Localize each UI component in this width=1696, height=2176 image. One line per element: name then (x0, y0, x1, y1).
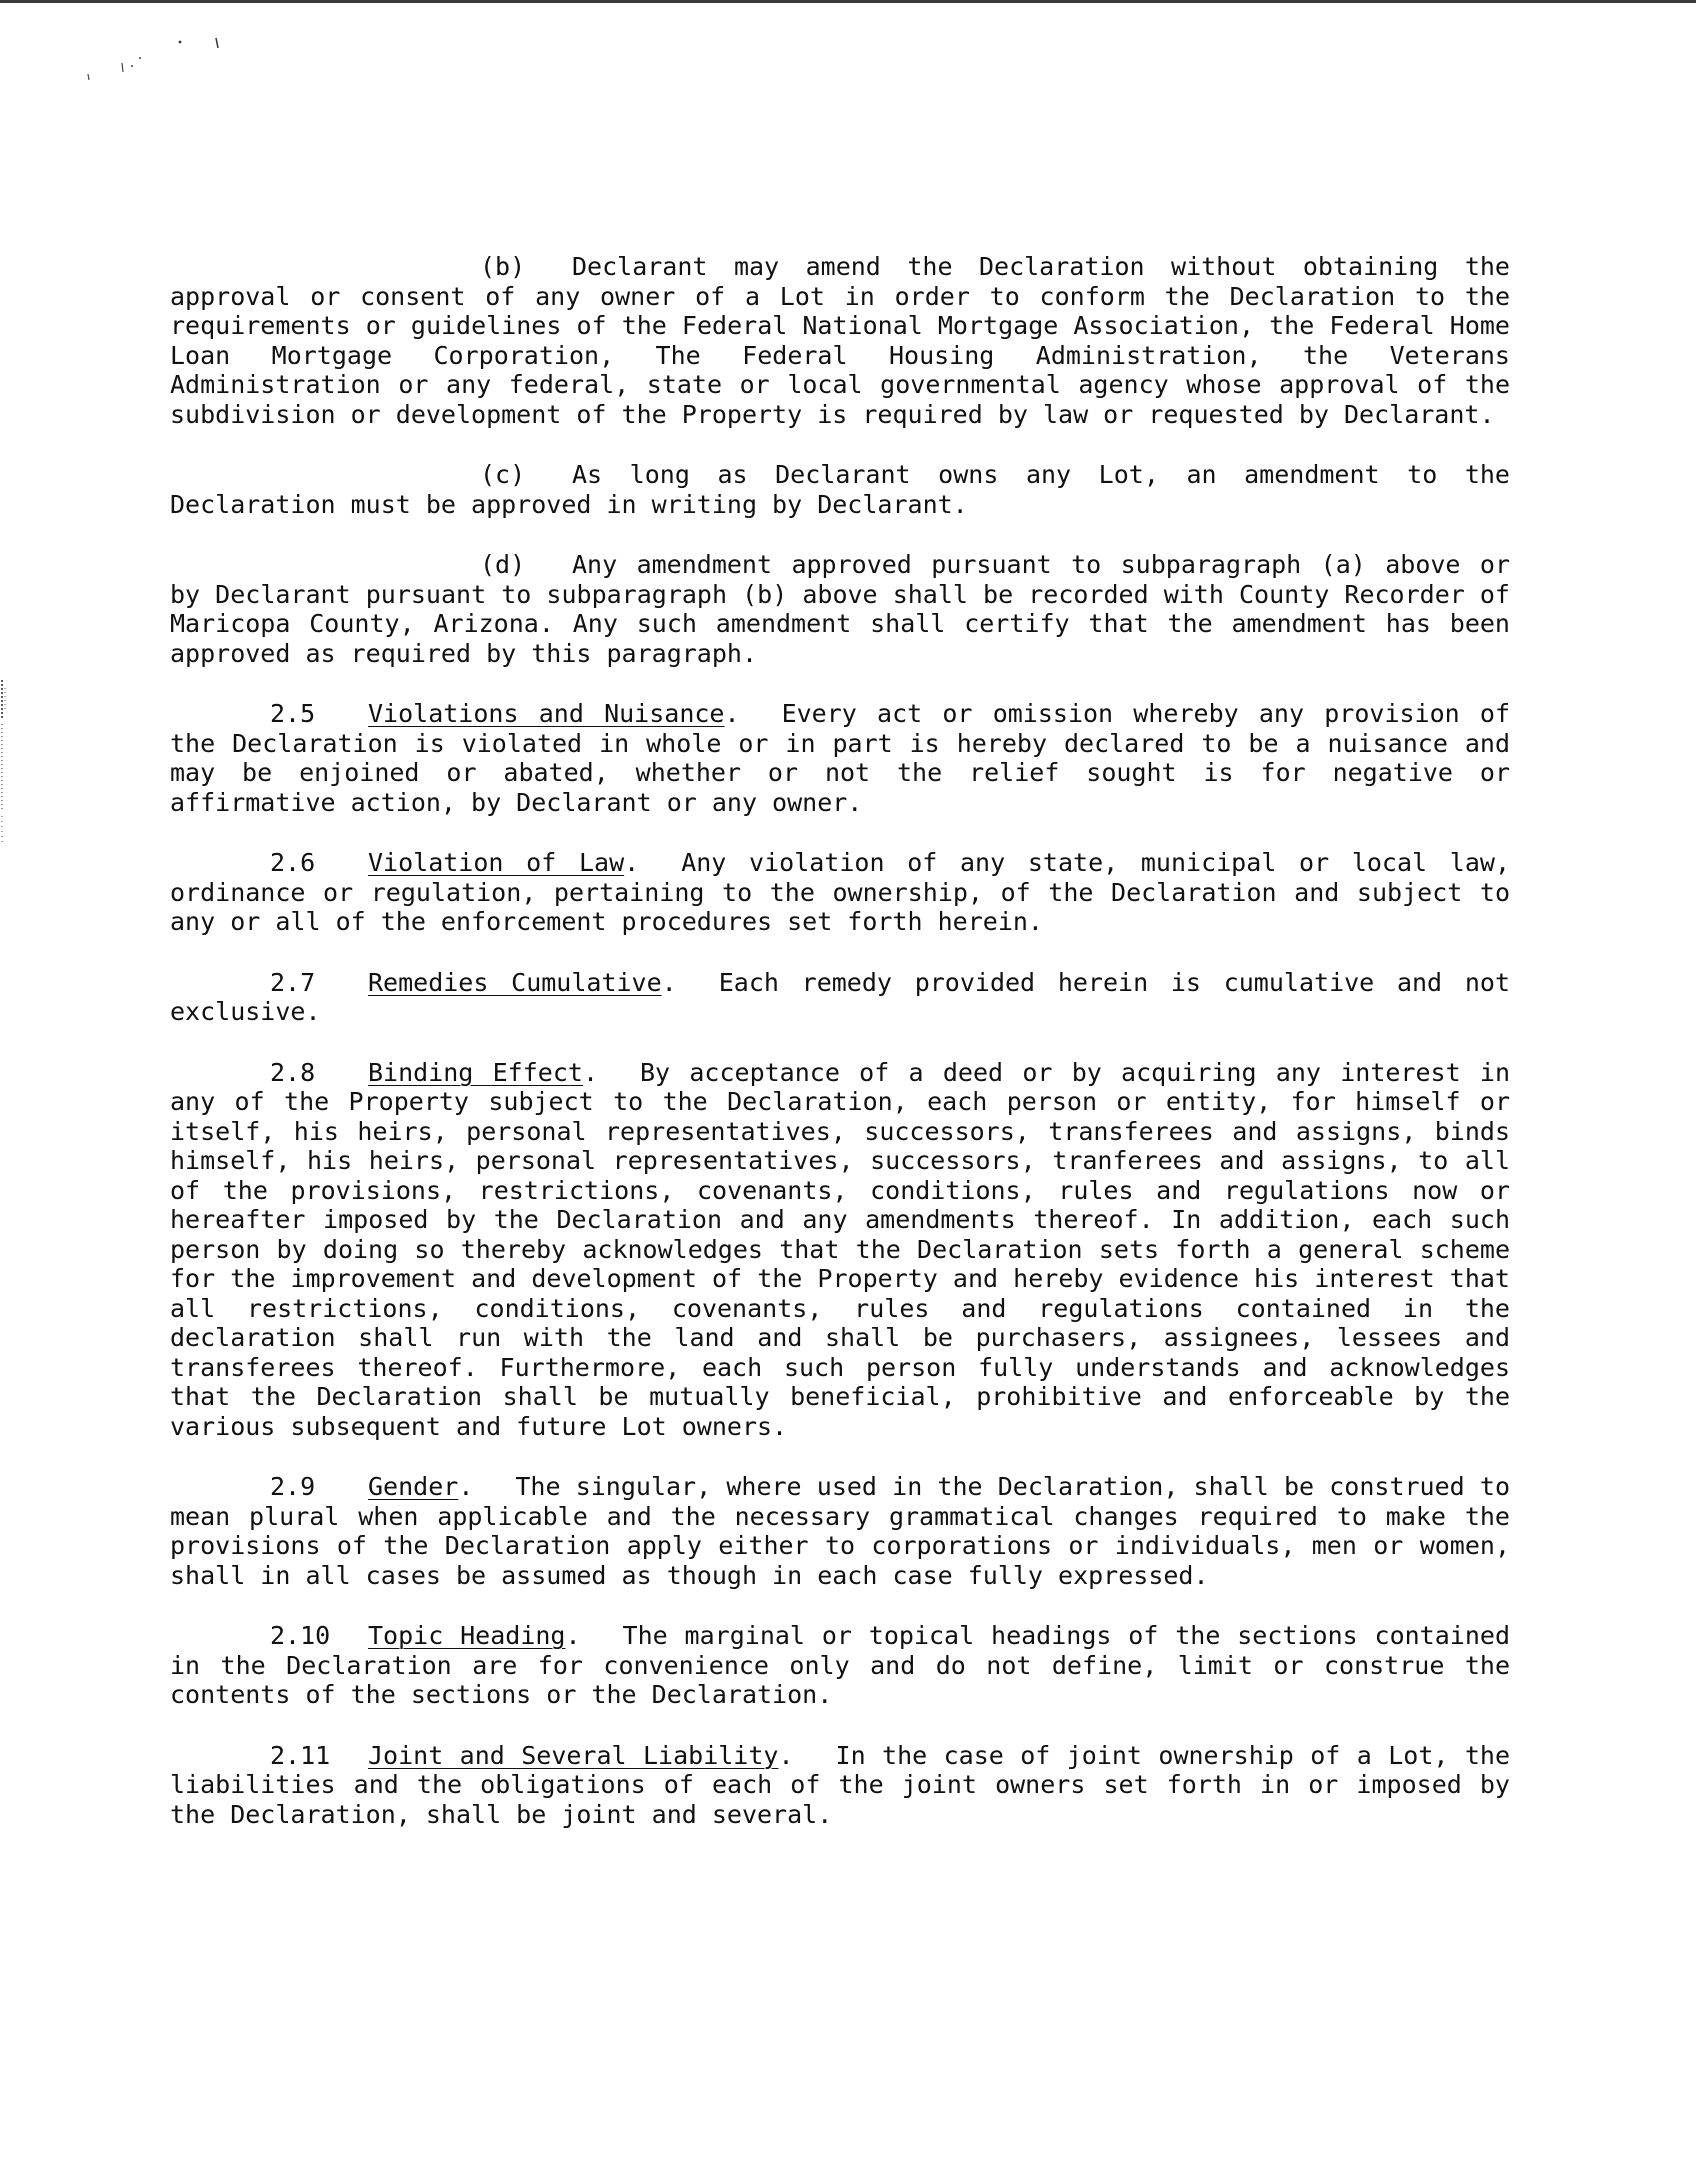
section-heading: Violation of Law (368, 848, 625, 877)
section-number: 2.6 (270, 848, 316, 877)
section-paragraph: 2.10 Topic Heading. The marginal or topical headings of the sections contained in the Declaration are for convenience only and do not define, limit or construe the contents of the sections or the Declaration. (170, 1621, 1510, 1709)
section-paragraph: 2.8 Binding Effect. By acceptance of a deed or by acquiring any interest in any of the Property subject to the Declaration, each person or entity, for himself or itself, his heirs, personal representatives, successors, transferees and assigns, binds himself, his heirs, personal representatives, successors, tranferees and assigns, to all of the provisions, restrictions, covenants, conditions, rules and regulations now or hereafter imposed by the Declaration and any amendments thereof. In addition, each such person by doing so thereby acknowledges that the Declaration sets forth a general scheme for the improvement and development of the Property and hereby evidence his interest that all restrictions, conditions, covenants, rules and regulations contained in the declaration shall run with the land and shall be purchasers, assignees, lessees and transferees thereof. Furthermore, each such person fully understands and acknowledges that the Declaration shall be mutually beneficial, prohibitive and enforceable by the various subsequent and future Lot owners. (170, 1057, 1510, 1441)
subparagraph-marker: (b) (480, 252, 526, 281)
document-body (170, 252, 1510, 1829)
section-paragraph: 2.9 Gender. The singular, where used in the Declaration, shall be construed to mean plural when applicable and the necessary grammatical changes required to make the provisions of the Declaration apply either to corporations or individuals, men or women, shall in all cases be assumed as though in each case fully expressed. (170, 1472, 1510, 1590)
section-paragraph: 2.7 Remedies Cumulative. Each remedy provided herein is cumulative and not exclusive. (170, 967, 1510, 1026)
section-paragraph: 2.5 Violations and Nuisance. Every act or omission whereby any provision of the Declaration is violated in whole or in part is hereby declared to be a nuisance and may be enjoined or abated, whether or not the relief sought is for negative or affirmative action, by Declarant or any owner. (170, 699, 1511, 817)
section-number: 2.8 (270, 1057, 316, 1087)
section-heading: Violations and Nuisance (368, 699, 725, 728)
section-number: 2.7 (270, 967, 316, 997)
paragraph-text: Every act or omission whereby any provision of the Declaration is violated in whole or in part is hereby declared to be a nuisance and may be enjoined or abated, whether or not the relief sought is for negative or affirmative action, by Declarant or any owner. (170, 699, 1511, 817)
subparagraph (170, 460, 1510, 519)
section-heading: Remedies Cumulative (368, 967, 662, 997)
subparagraph-marker: (d) (480, 550, 526, 579)
section-number: 2.10 (270, 1621, 331, 1650)
paragraph-text: Each remedy provided herein is cumulative and not exclusive. (170, 967, 1510, 1026)
section-number: 2.5 (270, 699, 316, 728)
subparagraph-marker: (c) (480, 460, 526, 489)
paragraph-text: Any amendment approved pursuant to subparagraph (a) above or by Declarant pursuant to subparagraph (b) above shall be recorded with County Recorder of Maricopa County, Arizona. Any such amendment shall certify that the amendment has been approved as required by this paragraph. (170, 550, 1510, 668)
scan-top-edge (0, 0, 1696, 3)
section-paragraph: 2.11 Joint and Several Liability. In the case of joint ownership of a Lot, the liabilities and the obligations of each of the joint owners set forth in or imposed by the Declaration, shall be joint and several. (170, 1740, 1510, 1829)
paragraph-text: The marginal or topical headings of the sections contained in the Declaration are for convenience only and do not define, limit or construe the contents of the sections or the Declaration. (170, 1621, 1510, 1709)
paragraph-text: In the case of joint ownership of a Lot, the liabilities and the obligations of each of the joint owners set forth in or imposed by the Declaration, shall be joint and several. (170, 1740, 1510, 1829)
section-number: 2.11 (270, 1740, 331, 1770)
paragraph-text: Any violation of any state, municipal or local law, ordinance or regulation, pertaining to the ownership, of the Declaration and subject to any or all of the enforcement procedures set forth herein. (170, 848, 1510, 936)
section-heading: Joint and Several Liability (368, 1740, 779, 1770)
subparagraph (170, 550, 1510, 668)
scan-specks (80, 30, 240, 90)
scan-margin-marks (0, 680, 10, 850)
section-heading: Gender (368, 1472, 459, 1501)
paragraph-text: By acceptance of a deed or by acquiring any interest in any of the Property subject to the Declaration, each person or entity, for himself or itself, his heirs, personal representatives, successors, transferees and assigns, binds himself, his heirs, personal representatives, successors, tranferees and assigns, to all of the provisions, restrictions, covenants, conditions, rules and regulations now or hereafter imposed by the Declaration and any amendments thereof. In addition, each such person by doing so thereby acknowledges that the Declaration sets forth a general scheme for the improvement and development of the Property and hereby evidence his interest that all restrictions, conditions, covenants, rules and regulations contained in the declaration shall run with the land and shall be purchasers, assignees, lessees and transferees thereof. Furthermore, each such person fully understands and acknowledges that the Declaration shall be mutually beneficial, prohibitive and enforceable by the various subsequent and future Lot owners. (170, 1057, 1510, 1441)
section-heading: Binding Effect (368, 1057, 583, 1087)
paragraph-text: The singular, where used in the Declaration, shall be construed to mean plural when applicable and the necessary grammatical changes required to make the provisions of the Declaration apply either to corporations or individuals, men or women, shall in all cases be assumed as though in each case fully expressed. (170, 1472, 1510, 1590)
paragraph-text: Declarant may amend the Declaration without obtaining the approval or consent of any owner of a Lot in order to conform the Declaration to the requirements or guidelines of the Federal National Mortgage Association, the Federal Home Loan Mortgage Corporation, The Federal Housing Administration, the Veterans Administration or any federal, state or local governmental agency whose approval of the subdivision or development of the Property is required by law or requested by Declarant. (170, 252, 1510, 429)
section-paragraph: 2.6 Violation of Law. Any violation of any state, municipal or local law, ordinance or regulation, pertaining to the ownership, of the Declaration and subject to any or all of the enforcement procedures set forth herein. (170, 848, 1510, 936)
subparagraph (170, 252, 1510, 429)
section-number: 2.9 (270, 1472, 316, 1501)
paragraph-text: As long as Declarant owns any Lot, an amendment to the Declaration must be approved in writing by Declarant. (170, 460, 1510, 519)
section-heading: Topic Heading (368, 1621, 566, 1650)
